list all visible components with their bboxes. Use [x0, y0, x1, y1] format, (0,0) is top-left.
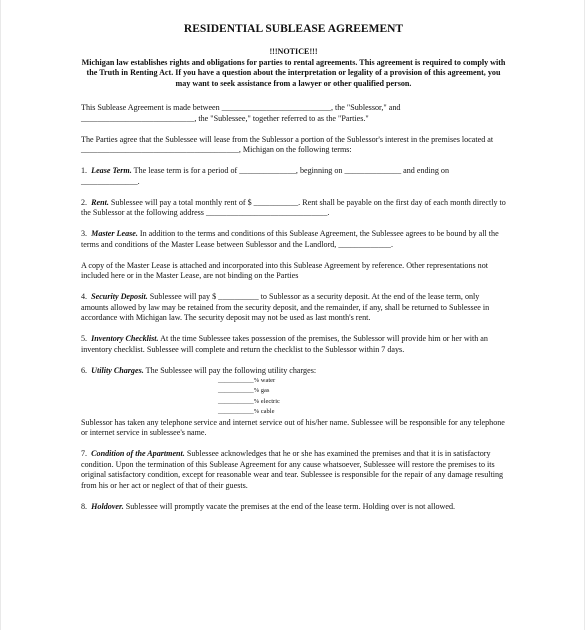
section-title: Master Lease. — [91, 229, 138, 238]
section-number: 8. — [81, 501, 88, 511]
section-title: Inventory Checklist. — [91, 334, 159, 343]
section-text: The lease term is for a period of ______________, beginning on ______________ and ending on ______________. — [81, 166, 450, 186]
section-title: Rent. — [91, 197, 109, 207]
utility-cable: ___________% cable — [218, 408, 275, 416]
section-text: Sublessee acknowledges that he or she has examined the premises and that it is in satisfactory condition. Upon the termination of this Sublease Agreement for any cause whatsoever, Sublessee will restore the premises to its original satisfactory condition, except for reasonable wear and tear. Sublessee is responsible for the repair of any damage resulting from his or her act or neglect of that of their guests. — [81, 449, 504, 490]
section-title: Security Deposit. — [91, 292, 148, 301]
section-text: Sublessee will pay a total monthly rent of $ ___________. Rent shall be payable on the first day of each month directly to the Sublessor at the following address ______________________________. — [81, 197, 506, 217]
document-title: RESIDENTIAL SUBLEASE AGREEMENT — [183, 23, 404, 35]
section-title: Holdover. — [91, 501, 124, 511]
section-number: 5. — [81, 334, 88, 343]
section-number: 6. — [81, 365, 88, 375]
section-condition — [81, 449, 506, 491]
section-text: In addition to the terms and conditions of this Sublease Agreement, the Sublessee agrees to be bound by all the terms and conditions of the Master Lease between Sublessor and the Landlord, _____________. — [81, 229, 499, 249]
notice-text: Michigan law establishes rights and obligations for parties to rental agreements. This agreement is required to comply with the Truth in Renting Act. If you have a question about the interpretation or legality of a provision of this agreement, you may want to seek assistance from a lawyer or other qualified person. — [81, 57, 506, 88]
document-body — [81, 22, 506, 523]
section-number: 3. — [81, 229, 88, 238]
section-text: Sublessee will promptly vacate the premises at the end of the lease term. Holding over is not allowed. — [123, 501, 456, 511]
section-lease-term — [81, 166, 506, 187]
section-text: The Sublessee will pay the following utility charges: — [143, 365, 317, 375]
premises-paragraph: The Parties agree that the Sublessee will lease from the Sublessor a portion of the Sublessor's interest in the premises located at _______________________________________, Michigan on the following terms: — [81, 134, 494, 154]
section-master-lease — [81, 229, 506, 250]
utility-water: ___________% water — [218, 377, 276, 384]
section-text: At the time Sublessee takes possession of the premises, the Sublessor will provide him or her with an inventory checklist. Sublessee will complete and return the checklist to the Sublessor within 7 days. — [81, 334, 488, 354]
section-number: 2. — [81, 197, 88, 207]
section-holdover — [81, 502, 506, 513]
section-number: 4. — [81, 292, 88, 301]
utility-list — [218, 376, 506, 418]
section-title: Lease Term. — [91, 166, 132, 175]
master-lease-copy-paragraph: A copy of the Master Lease is attached and incorporated into this Sublease Agreement by reference. Other representations not included here or in the Master Lease, are not binding on the Parties — [81, 260, 489, 280]
section-rent — [81, 198, 506, 219]
section-number: 1. — [81, 166, 88, 175]
intro-paragraph: This Sublease Agreement is made between ___________________________, the "Sublessor," and ____________________________, the "Sublessee," together referred to as the "Parties." — [81, 103, 401, 123]
section-title: Condition of the Apartment. — [91, 449, 185, 459]
section-text: Sublessee will pay $ __________ to Sublessor as a security deposit. At the end of the lease term, only amounts allowed by law may be retained from the security deposit, and the remainder, if any, shall be returned to Sublessee in accordance with Michigan law. The security deposit may not be used as last month's rent. — [81, 292, 490, 322]
section-security-deposit — [81, 292, 506, 324]
section-utility-charges — [81, 366, 506, 377]
section-inventory-checklist — [81, 334, 506, 355]
telephone-service-paragraph: Sublessor has taken any telephone service and internet service out of his/her name. Sublessee will be responsible for any telephone or internet service in sublessee's name. — [81, 417, 505, 438]
utility-electric: ___________% electric — [218, 397, 280, 405]
section-title: Utility Charges. — [91, 365, 144, 375]
utility-gas: ___________% gas — [218, 387, 270, 395]
section-number: 7. — [81, 449, 88, 459]
notice-heading: !!!NOTICE!!! — [269, 47, 318, 56]
